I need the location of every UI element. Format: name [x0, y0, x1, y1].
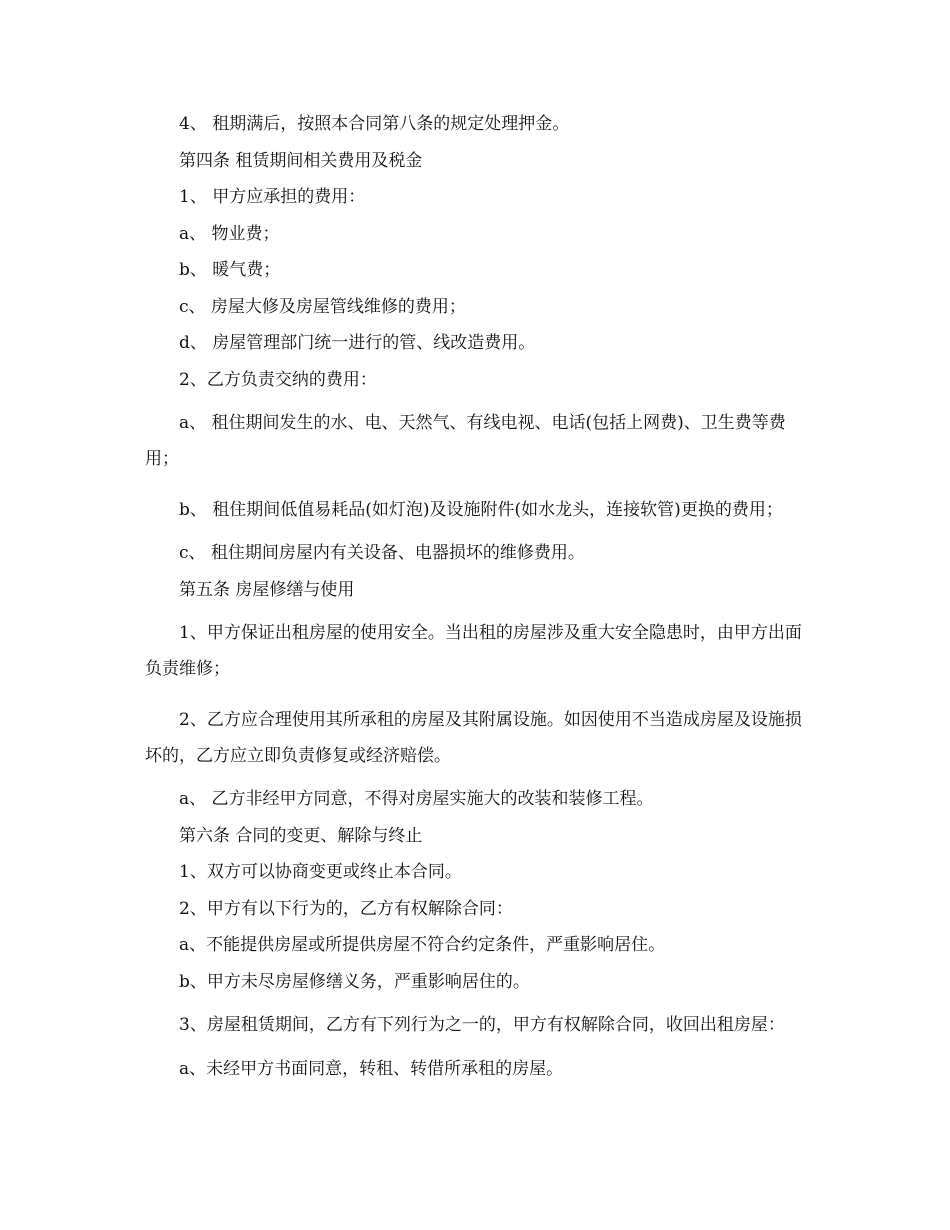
- paragraph: b、 租住期间低值易耗品(如灯泡)及设施附件(如水龙头，连接软管)更换的费用；: [179, 499, 783, 520]
- section-heading-6: 第六条 合同的变更、解除与终止: [179, 825, 423, 846]
- paragraph: a、 租住期间发生的水、电、天然气、有线电视、电话(包括上网费)、卫生费等费用；: [145, 413, 786, 469]
- paragraph: a、 乙方非经甲方同意，不得对房屋实施大的改装和装修工程。: [179, 789, 654, 809]
- paragraph: a、 物业费；: [179, 223, 280, 244]
- document-body: [145, 113, 805, 1094]
- paragraph: 2、乙方负责交纳的费用：: [179, 369, 377, 390]
- paragraph: a、不能提供房屋或所提供房屋不符合约定条件，严重影响居住。: [179, 935, 666, 955]
- paragraph: c、 房屋大修及房屋管线维修的费用；: [179, 296, 466, 317]
- paragraph: 1、双方可以协商变更或终止本合同。: [179, 862, 462, 882]
- paragraph: 2、乙方应合理使用其所承租的房屋及其附属设施。如因使用不当造成房屋及设施损坏的，乙方应立即负责修复或经济赔偿。: [145, 709, 802, 766]
- paragraph: a、未经甲方书面同意，转租、转借所承租的房屋。: [179, 1058, 564, 1079]
- paragraph: 1、 甲方应承担的费用：: [179, 187, 366, 207]
- section-heading-4: 第四条 租赁期间相关费用及税金: [179, 150, 423, 171]
- paragraph: b、 暖气费；: [179, 260, 281, 280]
- paragraph: 4、 租期满后，按照本合同第八条的规定处理押金。: [179, 114, 570, 134]
- paragraph: d、 房屋管理部门统一进行的管、线改造费用。: [179, 333, 536, 353]
- paragraph: 1、甲方保证出租房屋的使用安全。当出租的房屋涉及重大安全隐患时，由甲方出面负责维修；: [145, 623, 802, 679]
- section-heading-5: 第五条 房屋修缮与使用: [179, 579, 355, 600]
- paragraph: b、甲方未尽房屋修缮义务，严重影响居住的。: [179, 971, 530, 992]
- paragraph: c、 租住期间房屋内有关设备、电器损坏的维修费用。: [179, 543, 585, 563]
- paragraph: 3、房屋租赁期间，乙方有下列行为之一的，甲方有权解除合同，收回出租房屋：: [179, 1015, 785, 1035]
- paragraph: 2、甲方有以下行为的，乙方有权解除合同：: [179, 898, 513, 919]
